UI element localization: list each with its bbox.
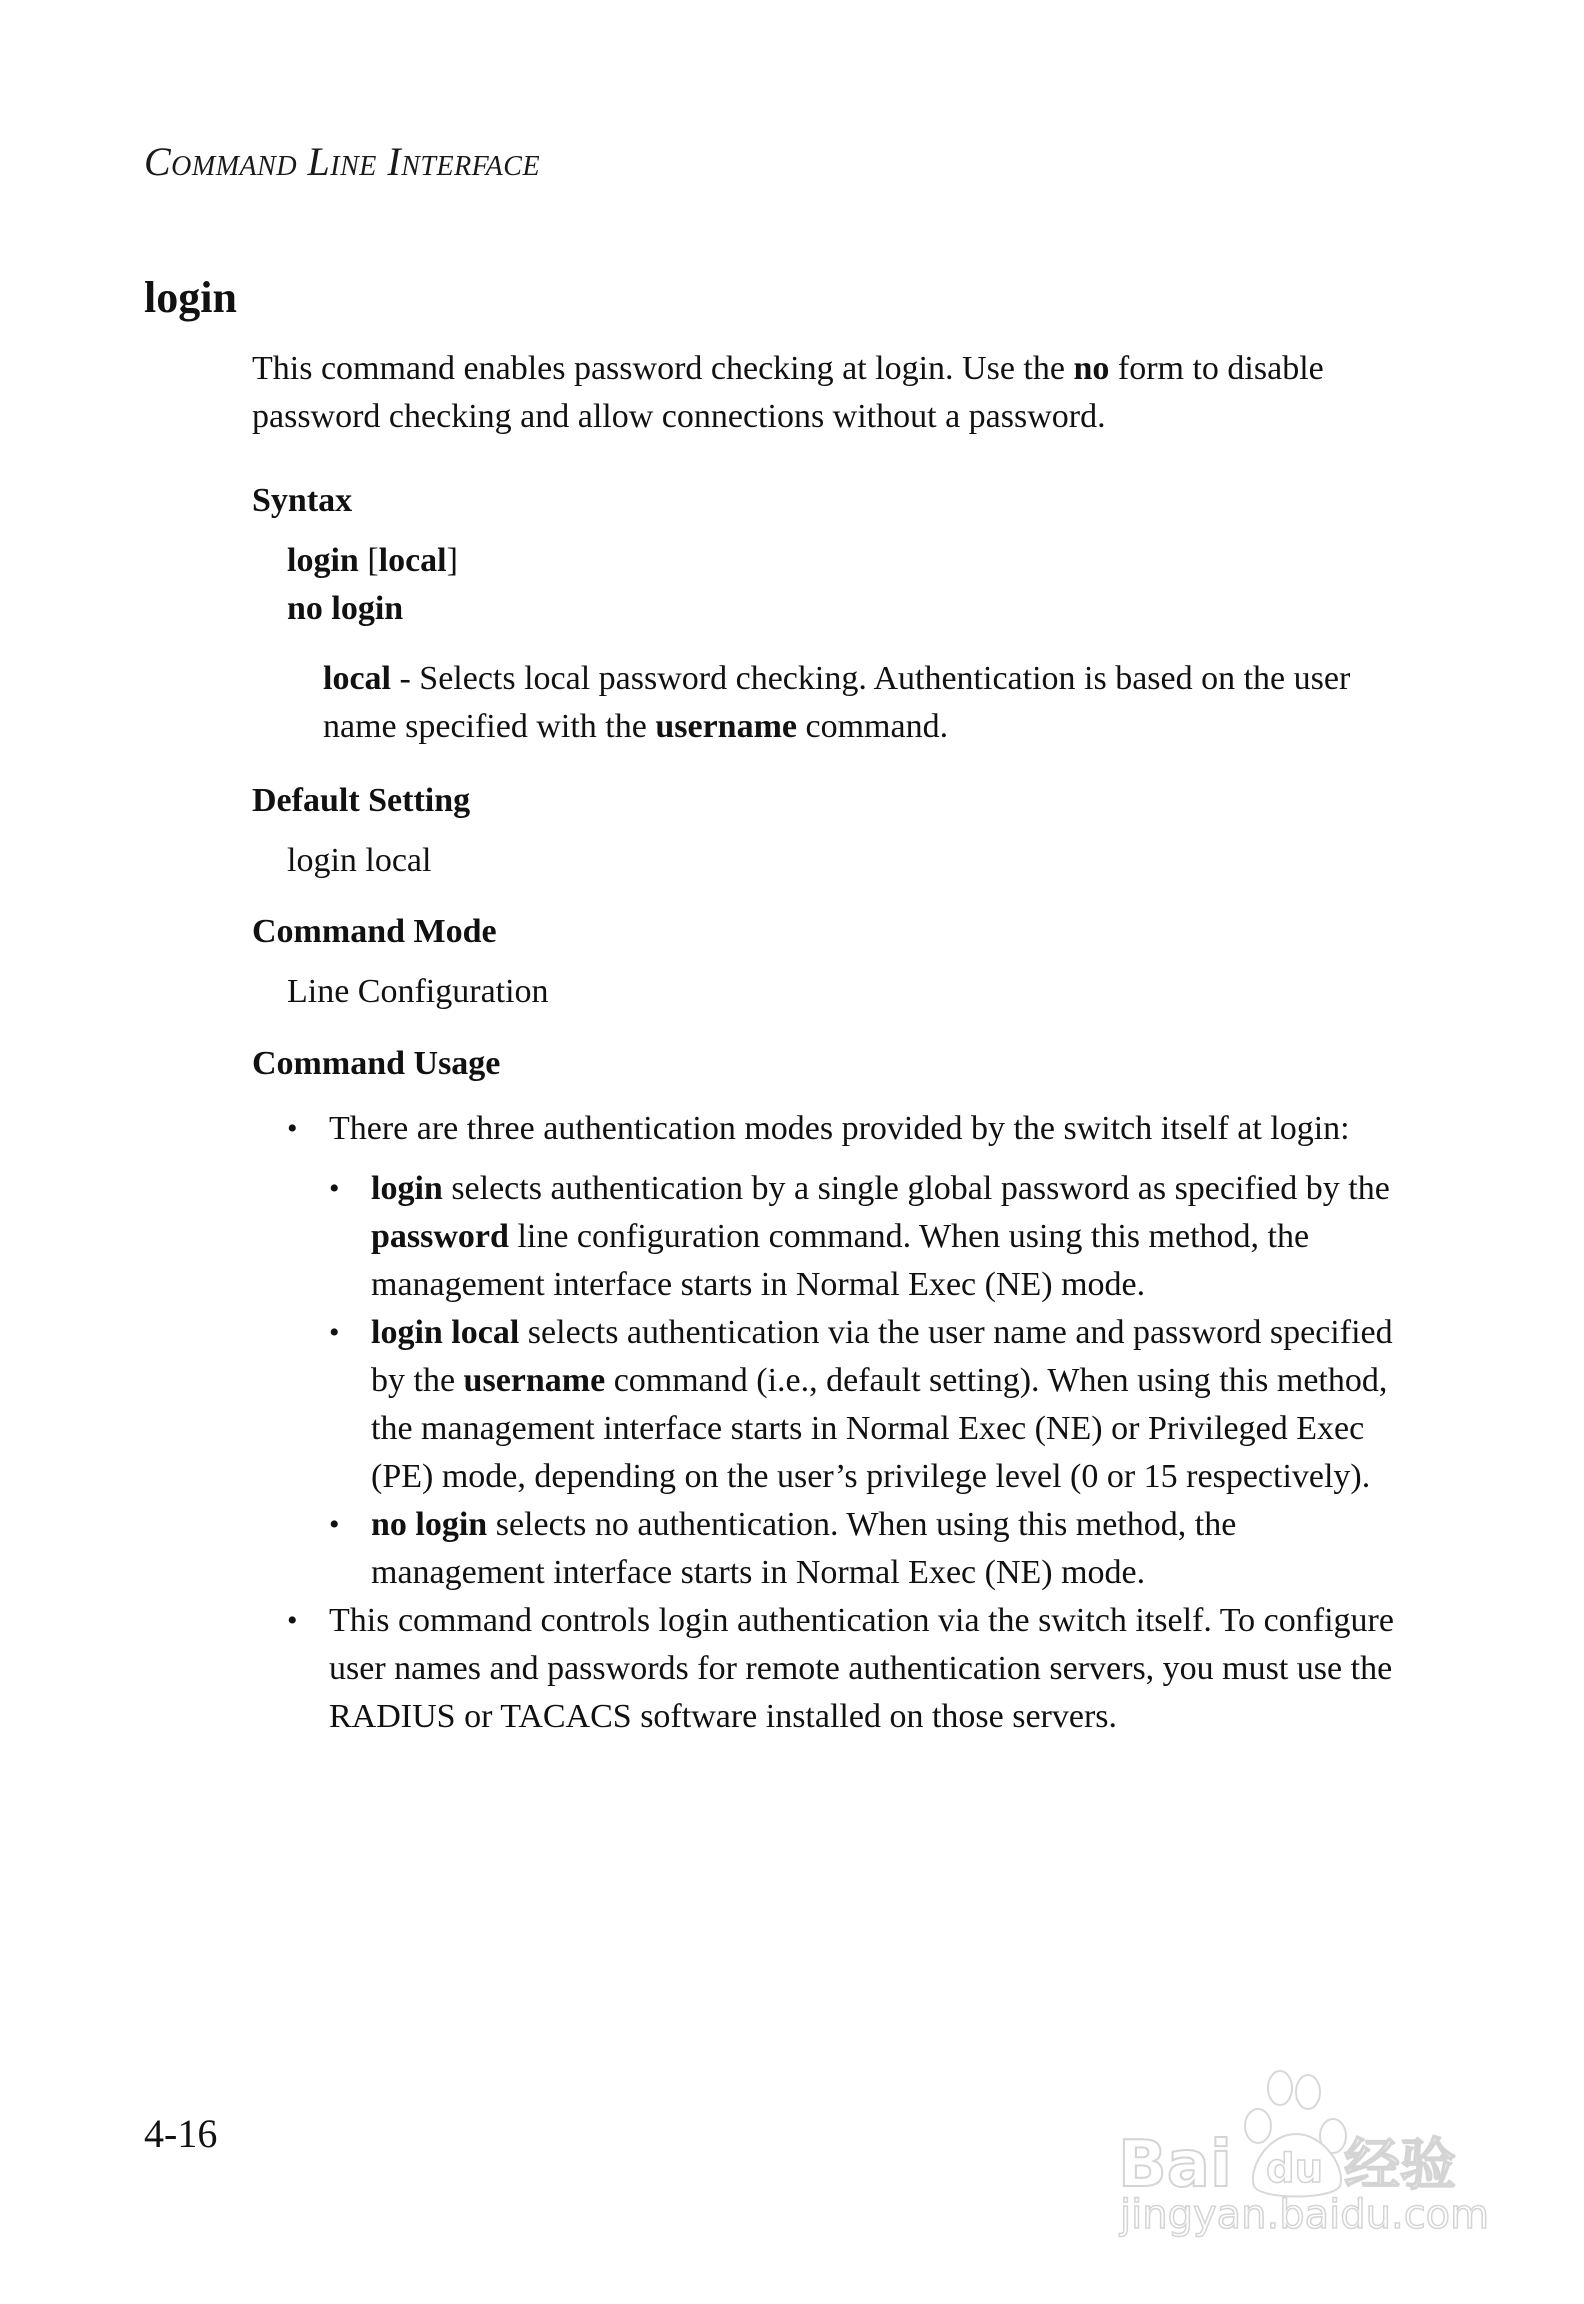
baidu-paw-logo-icon <box>1118 2068 1488 2238</box>
baidu-watermark <box>1118 2068 1488 2238</box>
usage-item: • This command controls login authentication via the switch itself. To configure user names and passwords for remote authentication servers, you must use the RADIUS or TACACS software installed on those servers. <box>287 1597 1417 1741</box>
syntax-line-no-login: no login <box>287 590 404 627</box>
bullet-icon: • <box>329 1316 340 1349</box>
svg-text:du: du <box>1266 2146 1324 2192</box>
bullet-icon: • <box>329 1172 340 1205</box>
auth-mode-item: • no login selects no authentication. When using this method, the management interface starts in Normal Exec (NE) mode. <box>329 1501 1417 1597</box>
parameter-description: local - Selects local password checking. Authentication is based on the user name specified with the username command. <box>323 660 1351 745</box>
intro-text-cont: form to disable password checking and allow connections without a password. <box>252 350 1324 435</box>
param-username-keyword: username <box>655 708 797 745</box>
bullet-icon: • <box>329 1508 340 1541</box>
auth-mode-item: • login selects authentication by a single global password as specified by the password line configuration command. When using this method, the management interface starts in Normal Exec (NE) mode. <box>329 1165 1417 1309</box>
default-setting-value: login local <box>287 842 432 879</box>
page-number: 4-16 <box>144 2111 218 2156</box>
command-description <box>252 345 1412 441</box>
svg-text:经验: 经验 <box>1344 2133 1456 2198</box>
command-mode-value: Line Configuration <box>287 973 549 1010</box>
bullet-icon: • <box>287 1112 298 1145</box>
svg-text:jingyan.baidu.com: jingyan.baidu.com <box>1120 2192 1488 2238</box>
command-usage-heading: Command Usage <box>252 1045 501 1082</box>
default-setting-heading: Default Setting <box>252 782 471 819</box>
command-title: login <box>144 273 237 322</box>
usage-item: • There are three authentication modes provided by the switch itself at login: • login selects authentication by a single global password as specified by the password line configuration command. When using this method, the management interface starts in Normal Exec (NE) mode. • login local selects authentication via the user name and password specified by the username command (i.e., default setting). When using this method, the management interface starts in Normal Exec (NE) or Privileged Exec (PE) mode, depending on the user’s privilege level (0 or 15 respectively). • no login selects no authentication. When using this method, the management interface starts in Normal Exec (NE) mode. <box>287 1105 1417 1597</box>
svg-text:Bai: Bai <box>1118 2128 1232 2202</box>
running-header: Command Line Interface <box>144 139 541 184</box>
intro-no-keyword: no <box>1073 350 1110 387</box>
auth-modes-list <box>329 1165 1417 1597</box>
command-mode-heading: Command Mode <box>252 913 497 950</box>
syntax-block <box>287 537 458 633</box>
bullet-icon: • <box>287 1604 298 1637</box>
syntax-heading: Syntax <box>252 482 353 519</box>
command-usage-list <box>287 1105 1417 1741</box>
auth-mode-item: • login local selects authentication via the user name and password specified by the username command (i.e., default setting). When using this method, the management interface starts in Normal Exec (NE) or Privileged Exec (PE) mode, depending on the user’s privilege level (0 or 15 respectively). <box>329 1309 1417 1501</box>
param-name: local <box>323 660 391 697</box>
intro-text: This command enables password checking at login. Use the <box>252 350 1074 387</box>
syntax-line-login: login [local] <box>287 542 458 579</box>
